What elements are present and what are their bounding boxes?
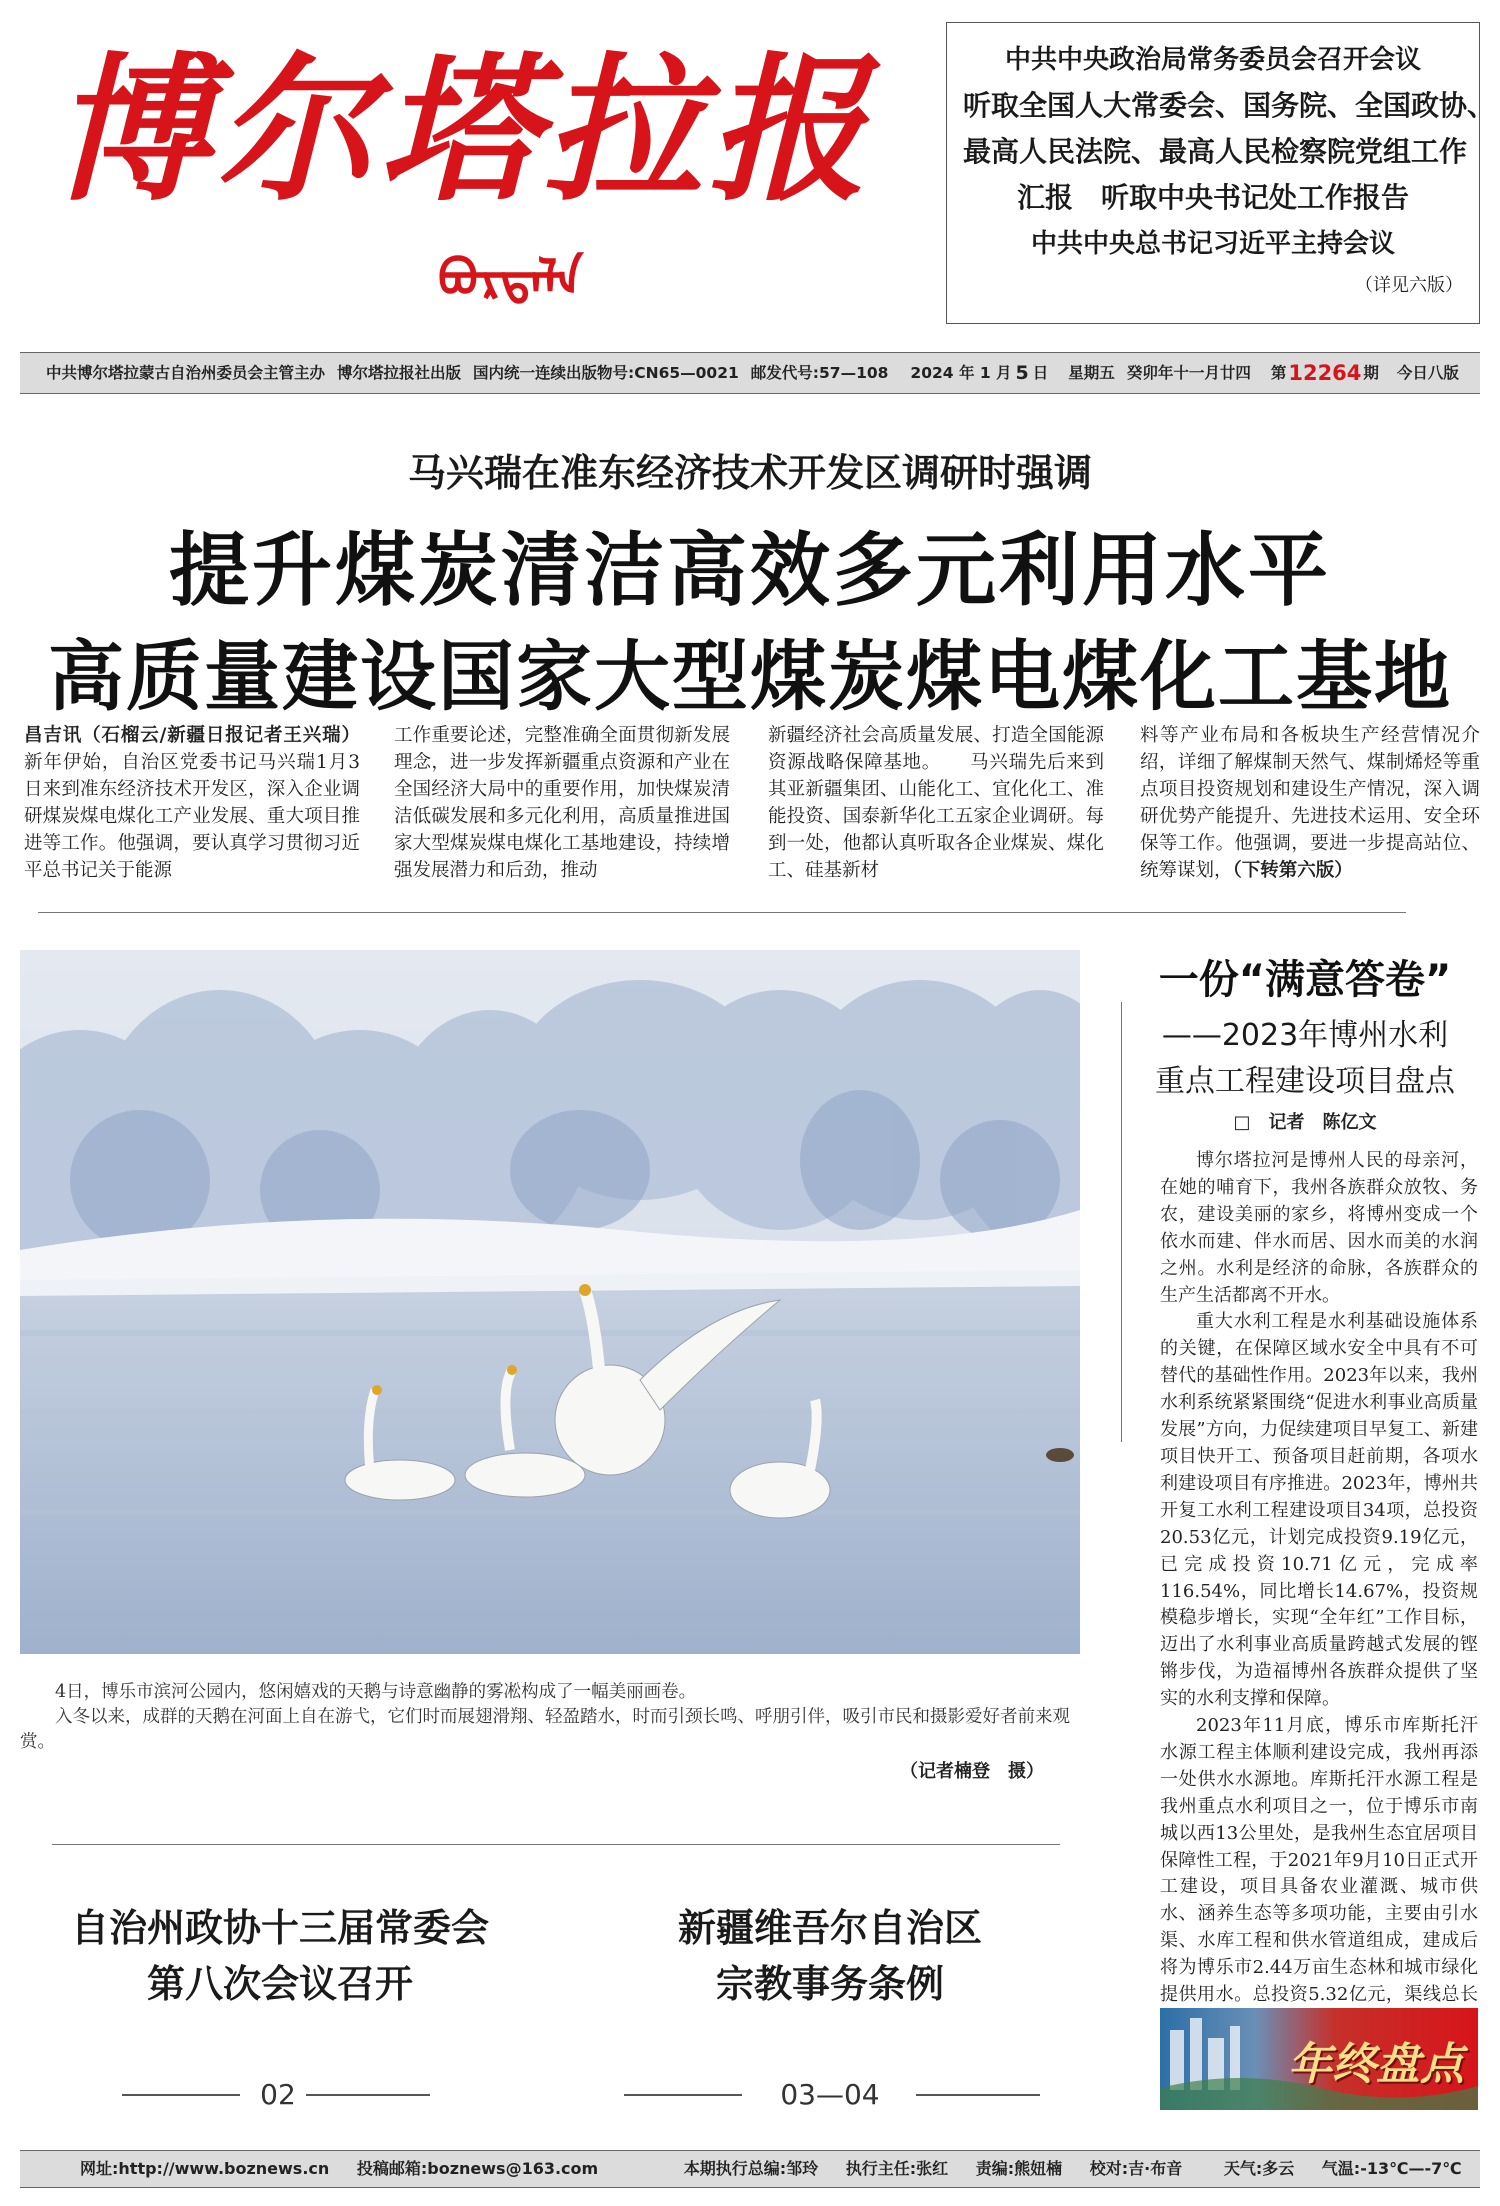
masthead-mongolian-script: ᠪᠣᠷᠲᠠᠯᠠ [438,248,584,307]
top-news-box[interactable] [946,22,1496,324]
date-suffix: 日 [1032,364,1049,382]
issue-prefix: 第 [1270,364,1287,382]
photo-caption-line: 入冬以来，成群的天鹅在河面上自在游弋，它们时而展翅滑翔、轻盈踏水，时而引颈长鸣、呼朋引伴，吸引市民和摄影爱好者前来观赏。 [20,1707,1070,1752]
cn-number: 国内统一连续出版物号:CN65—0021 [473,364,739,382]
right-article-byline: □ 记者 陈亿文 [1233,1112,1377,1133]
teaser-line: 第八次会议召开 [146,1962,413,2006]
masthead-logo: 博尔塔拉报 [52,38,872,223]
lead-byline: 昌吉讯（石榴云/新疆日报记者王兴瑞） [24,725,360,746]
weekday: 星期五 [1068,364,1115,382]
lead-col4-text: 料等产业布局和各板块生产经营情况介绍，详细了解煤制天然气、煤制烯烃等重点项目投资规划和建设生产情况，深入调研优势产能提升、先进技术运用、安全环保等工作。他强调，要进一步提高站位、统筹谋划， [1140,725,1480,881]
lead-col1-text: 新年伊始，自治区党委书记马兴瑞1月3日来到准东经济技术开发区，深入企业调研煤炭煤电煤化工产业发展、重大项目推进等工作。他强调，要认真学习贯彻习近平总书记关于能源 [24,752,360,881]
lead-column-4 [1140,722,1480,884]
date-day: 5 [1015,362,1029,384]
right-paragraph: 重大水利工程是水利基础设施体系的关键，在保障区域水安全中具有不可替代的基础性作用。2023年以来，我州水利系统紧紧围绕“促进水利事业高质量发展”方向，力促续建项目早复工、新建项目快开工、预备项目赶前期，各项水利建设项目有序推进。2023年，博州共开复工水利工程建设项目34项，总投资20.53亿元，计划完成投资9.19亿元，已完成投资10.71亿元，完成率116.54%，同比增长14.67%，投资规模稳步增长，实现“全年红”工作目标，迈出了水利事业高质量跨越式发展的铿锵步伐，为造福博州各族群众提供了坚实的水利支撑和保障。 [1160,1311,1478,1710]
right-article-title[interactable]: 一份“满意答卷” [1158,957,1452,1003]
issue-suffix: 期 [1363,364,1379,382]
footer-bar [20,2150,1480,2188]
top-box-line: 最高人民法院、最高人民检察院党组工作 [963,135,1468,168]
teaser-line: 宗教事务条例 [715,1962,944,2006]
issue-number: 12264 [1288,361,1362,385]
right-paragraph [1160,1713,1478,2036]
lead-column-3: 新疆经济社会高质量发展、打造全国能源资源战略保障基地。 马兴瑞先后来到其亚新疆集团、山能化工、宜化化工、准能投资、国泰新华化工五家企业调研。每到一处，他都认真听取各企业煤炭、煤化工、硅基新材 [768,725,1104,881]
photo-caption-line: 4日，博乐市滨河公园内，悠闲嬉戏的天鹅与诗意幽静的雾凇构成了一幅美丽画卷。 [55,1682,697,1702]
photo-caption [20,1680,1080,1755]
section-divider [52,1844,1060,1845]
footer-temperature: 气温:-13℃—-7℃ [1321,2159,1462,2178]
section-divider [38,912,1406,913]
right-paragraph-text: 2023年11月底，博乐市库斯托汗水源工程主体顺利建设完成，我州再添一处供水水源地。库斯托汗水源工程是我州重点水利项目之一，位于博乐市南城以西13公里处，是我州生态宜居项目保障性工程，于2021年9月10日正式开工建设，项目具备农业灌溉、城市供水、涵养生态等多项功能，主要由引水渠、水库工程和供水管道组成，建成后将为博乐市2.44万亩生态林和城市绿化提供用水。总投资5.32亿元，渠线总长 [1160,1715,1478,2006]
right-article-subtitle[interactable]: ——2023年博州水利 [1161,1018,1449,1053]
footer-weather: 天气:多云 [1223,2159,1295,2178]
teaser-line: 新疆维吾尔自治区 [677,1906,982,1950]
footer-editor: 责编:熊妞楠 [975,2159,1063,2178]
top-box-line: 中共中央总书记习近平主持会议 [1030,229,1395,259]
photo-credit: （记者楠登 摄） [900,1761,1044,1782]
publisher-text: 博尔塔拉报社出版 [337,364,462,382]
postal-code: 邮发代号:57—108 [750,364,889,382]
footer-proofreader: 校对:吉·布音 [1089,2159,1183,2178]
lead-headline-line2[interactable]: 高质量建设国家大型煤炭煤电煤化工基地 [48,632,1452,721]
teaser-religious-affairs[interactable] [600,1900,1060,2012]
banner-text: 年终盘点 [1288,2039,1464,2090]
issue-info-bar [20,352,1480,394]
lead-column-1 [24,722,360,884]
lead-column-2: 工作重要论述，完整准确全面贯彻新发展理念，进一步发挥新疆重点资源和产业在全国经济大局中的重要作用，加快煤炭清洁低碳发展和多元化利用，高质量推进国家大型煤炭煤电煤化工基地建设，持续增强发展潜力和后劲，推动 [394,725,730,881]
lead-kicker[interactable]: 马兴瑞在准东经济技术开发区调研时强调 [407,451,1092,495]
footer-director: 执行主任:张红 [845,2159,949,2178]
top-box-line: 汇报 听取中央书记处工作报告 [1016,181,1409,214]
lunar-date: 癸卯年十一月廿四 [1126,364,1251,382]
top-box-line: 听取全国人大常委会、国务院、全国政协、 [963,89,1496,122]
teaser-page-number[interactable]: 03—04 [780,2078,880,2111]
footer-chief-editor: 本期执行总编:邹玲 [683,2159,819,2178]
teaser-line: 自治州政协十三届常委会 [70,1906,489,1950]
year-end-review-banner[interactable] [1160,2008,1478,2110]
column-divider [1121,1002,1122,1442]
right-article-subtitle[interactable]: 重点工程建设项目盘点 [1155,1064,1455,1099]
top-box-page-note: （详见六版） [1355,275,1463,296]
right-paragraph: 博尔塔拉河是博州人民的母亲河，在她的哺育下，我州各族群众放牧、务农，建设美丽的家乡，将博州变成一个依水而建、伴水而居、因水而美的水润之州。水利是经济的命脉，各族群众的生产生活都离不开水。 [1160,1150,1478,1306]
page-count: 今日八版 [1396,364,1459,382]
swan-photo [20,950,1080,1654]
sponsor-text: 中共博尔塔拉蒙古自治州委员会主管主办 [46,364,326,382]
footer-website[interactable]: 网址:http://www.boznews.cn [80,2159,330,2178]
teaser-page-number[interactable]: 02 [260,2078,296,2111]
lead-jump-link[interactable]: （下转第六版） [1232,860,1353,881]
right-article-body [1160,1148,1478,2036]
footer-email[interactable]: 投稿邮箱:boznews@163.com [356,2159,599,2178]
teaser-cppcc-meeting[interactable] [40,1900,520,2012]
date-prefix: 2024 年 1 月 [910,364,1012,382]
lead-headline-line1[interactable]: 提升煤炭清洁高效多元利用水平 [169,524,1331,617]
top-box-line: 中共中央政治局常务委员会召开会议 [1004,45,1421,75]
